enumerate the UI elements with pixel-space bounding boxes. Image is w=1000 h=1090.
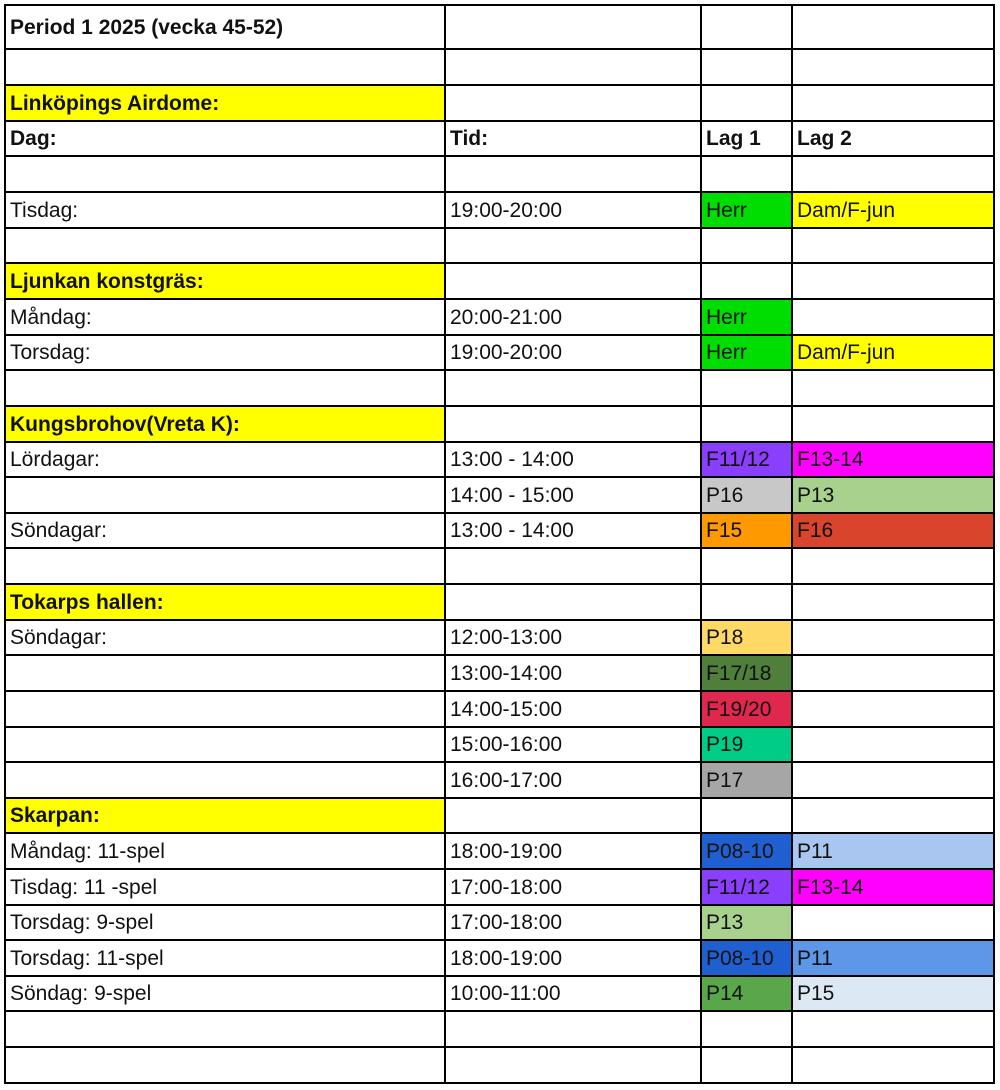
cell-day[interactable]: [5, 548, 445, 584]
schedule-body: [5, 5, 994, 1083]
cell-team-2[interactable]: [792, 762, 994, 798]
cell-day[interactable]: [5, 156, 445, 192]
cell-time[interactable]: 20:00-21:00: [445, 299, 701, 335]
cell-team-1[interactable]: [701, 228, 792, 263]
team-badge[interactable]: Herr: [701, 192, 792, 228]
cell-time[interactable]: 18:00-19:00: [445, 833, 701, 869]
cell-day[interactable]: Torsdag:: [5, 335, 445, 370]
team-badge[interactable]: P15: [792, 976, 994, 1011]
cell-team-2[interactable]: [792, 85, 994, 121]
page-title[interactable]: Period 1 2025 (vecka 45-52): [5, 5, 445, 49]
cell-team-2[interactable]: [792, 5, 994, 49]
venue-heading[interactable]: Tokarps hallen:: [5, 584, 445, 620]
column-header-team-2[interactable]: Lag 2: [792, 121, 994, 156]
cell-team-1[interactable]: [701, 5, 792, 49]
team-badge[interactable]: P11: [792, 833, 994, 869]
cell-day[interactable]: [5, 228, 445, 263]
cell-time[interactable]: [445, 49, 701, 85]
cell-time[interactable]: [445, 584, 701, 620]
table-row: [5, 1011, 994, 1047]
team-badge[interactable]: Dam/F-jun: [792, 335, 994, 370]
table-row: [5, 620, 994, 655]
table-row: [5, 762, 994, 798]
team-badge[interactable]: P18: [701, 620, 792, 655]
team-badge[interactable]: F17/18: [701, 655, 792, 691]
venue-heading[interactable]: Kungsbrohov(Vreta K):: [5, 406, 445, 442]
cell-team-1[interactable]: [701, 1047, 792, 1083]
cell-day[interactable]: [5, 477, 445, 513]
cell-day[interactable]: [5, 691, 445, 727]
cell-day[interactable]: Söndagar:: [5, 513, 445, 548]
cell-day[interactable]: Söndag: 9-spel: [5, 976, 445, 1011]
table-row: [5, 691, 994, 727]
table-row: [5, 833, 994, 869]
cell-time[interactable]: 19:00-20:00: [445, 335, 701, 370]
table-row: [5, 121, 994, 156]
table-row: [5, 905, 994, 940]
team-badge[interactable]: P14: [701, 976, 792, 1011]
table-row: [5, 869, 994, 905]
table-row: [5, 727, 994, 762]
team-badge[interactable]: F13-14: [792, 869, 994, 905]
cell-time[interactable]: [445, 1011, 701, 1047]
cell-team-1[interactable]: [701, 370, 792, 406]
cell-team-1[interactable]: [701, 798, 792, 833]
venue-heading[interactable]: Skarpan:: [5, 798, 445, 833]
cell-team-1[interactable]: [701, 156, 792, 192]
cell-time[interactable]: 13:00 - 14:00: [445, 442, 701, 477]
team-badge[interactable]: F16: [792, 513, 994, 548]
cell-team-2[interactable]: [792, 655, 994, 691]
table-row: [5, 655, 994, 691]
table-row: [5, 1047, 994, 1083]
table-row: [5, 299, 994, 335]
cell-team-1[interactable]: [701, 85, 792, 121]
cell-time[interactable]: 12:00-13:00: [445, 620, 701, 655]
cell-time[interactable]: [445, 406, 701, 442]
table-row: [5, 5, 994, 49]
team-badge[interactable]: P17: [701, 762, 792, 798]
cell-time[interactable]: 15:00-16:00: [445, 727, 701, 762]
cell-team-2[interactable]: [792, 1011, 994, 1047]
table-row: [5, 798, 994, 833]
cell-team-2[interactable]: [792, 406, 994, 442]
cell-time[interactable]: 14:00 - 15:00: [445, 477, 701, 513]
team-badge[interactable]: Herr: [701, 335, 792, 370]
team-badge[interactable]: Dam/F-jun: [792, 192, 994, 228]
column-header-team-1[interactable]: Lag 1: [701, 121, 792, 156]
cell-time[interactable]: [445, 85, 701, 121]
cell-team-2[interactable]: [792, 156, 994, 192]
cell-time[interactable]: 19:00-20:00: [445, 192, 701, 228]
table-row: [5, 85, 994, 121]
cell-team-1[interactable]: [701, 548, 792, 584]
cell-day[interactable]: [5, 1011, 445, 1047]
cell-day[interactable]: [5, 370, 445, 406]
cell-team-2[interactable]: [792, 299, 994, 335]
cell-time[interactable]: [445, 5, 701, 49]
cell-day[interactable]: [5, 1047, 445, 1083]
cell-time[interactable]: 10:00-11:00: [445, 976, 701, 1011]
cell-time[interactable]: 16:00-17:00: [445, 762, 701, 798]
cell-day[interactable]: Söndagar:: [5, 620, 445, 655]
cell-team-2[interactable]: [792, 584, 994, 620]
cell-day[interactable]: Tisdag:: [5, 192, 445, 228]
cell-time[interactable]: [445, 156, 701, 192]
cell-day[interactable]: [5, 655, 445, 691]
team-badge[interactable]: P13: [701, 905, 792, 940]
cell-time[interactable]: [445, 798, 701, 833]
cell-day[interactable]: Torsdag: 9-spel: [5, 905, 445, 940]
cell-day[interactable]: Lördagar:: [5, 442, 445, 477]
cell-time[interactable]: [445, 228, 701, 263]
cell-time[interactable]: 14:00-15:00: [445, 691, 701, 727]
cell-day[interactable]: Tisdag: 11 -spel: [5, 869, 445, 905]
cell-team-2[interactable]: [792, 905, 994, 940]
table-row: [5, 976, 994, 1011]
cell-time[interactable]: [445, 548, 701, 584]
table-row: [5, 49, 994, 85]
cell-time[interactable]: 17:00-18:00: [445, 905, 701, 940]
cell-day[interactable]: Måndag: 11-spel: [5, 833, 445, 869]
cell-time[interactable]: 17:00-18:00: [445, 869, 701, 905]
table-row: [5, 584, 994, 620]
team-badge[interactable]: P08-10: [701, 833, 792, 869]
cell-team-2[interactable]: [792, 727, 994, 762]
cell-day[interactable]: [5, 49, 445, 85]
team-badge[interactable]: F11/12: [701, 442, 792, 477]
cell-time[interactable]: [445, 1047, 701, 1083]
team-badge[interactable]: P08-10: [701, 940, 792, 976]
cell-team-2[interactable]: [792, 798, 994, 833]
schedule-table: [4, 4, 995, 1084]
team-badge[interactable]: P16: [701, 477, 792, 513]
column-header-day[interactable]: Dag:: [5, 121, 445, 156]
cell-time[interactable]: [445, 263, 701, 299]
cell-team-1[interactable]: [701, 406, 792, 442]
cell-team-2[interactable]: [792, 49, 994, 85]
table-row: [5, 335, 994, 370]
table-row: [5, 406, 994, 442]
cell-day[interactable]: Måndag:: [5, 299, 445, 335]
venue-heading[interactable]: Linköpings Airdome:: [5, 85, 445, 121]
column-header-time[interactable]: Tid:: [445, 121, 701, 156]
cell-team-1[interactable]: [701, 1011, 792, 1047]
table-row: [5, 513, 994, 548]
team-badge[interactable]: Herr: [701, 299, 792, 335]
table-row: [5, 192, 994, 228]
cell-team-2[interactable]: [792, 228, 994, 263]
table-row: [5, 156, 994, 192]
cell-time[interactable]: 13:00 - 14:00: [445, 513, 701, 548]
table-row: [5, 940, 994, 976]
venue-heading[interactable]: Ljunkan konstgräs:: [5, 263, 445, 299]
table-row: [5, 477, 994, 513]
table-row: [5, 263, 994, 299]
cell-team-2[interactable]: [792, 691, 994, 727]
cell-team-1[interactable]: [701, 49, 792, 85]
cell-team-2[interactable]: [792, 548, 994, 584]
table-row: [5, 548, 994, 584]
table-row: [5, 442, 994, 477]
cell-day[interactable]: [5, 762, 445, 798]
cell-day[interactable]: [5, 727, 445, 762]
team-badge[interactable]: P11: [792, 940, 994, 976]
team-badge[interactable]: F11/12: [701, 869, 792, 905]
table-row: [5, 228, 994, 263]
cell-time[interactable]: [445, 370, 701, 406]
team-badge[interactable]: F13-14: [792, 442, 994, 477]
cell-team-2[interactable]: [792, 370, 994, 406]
cell-time[interactable]: 18:00-19:00: [445, 940, 701, 976]
cell-team-2[interactable]: [792, 263, 994, 299]
table-row: [5, 370, 994, 406]
cell-team-1[interactable]: [701, 584, 792, 620]
team-badge[interactable]: P13: [792, 477, 994, 513]
cell-team-1[interactable]: [701, 263, 792, 299]
cell-team-2[interactable]: [792, 1047, 994, 1083]
team-badge[interactable]: F19/20: [701, 691, 792, 727]
team-badge[interactable]: F15: [701, 513, 792, 548]
cell-day[interactable]: Torsdag: 11-spel: [5, 940, 445, 976]
team-badge[interactable]: P19: [701, 727, 792, 762]
cell-time[interactable]: 13:00-14:00: [445, 655, 701, 691]
cell-team-2[interactable]: [792, 620, 994, 655]
